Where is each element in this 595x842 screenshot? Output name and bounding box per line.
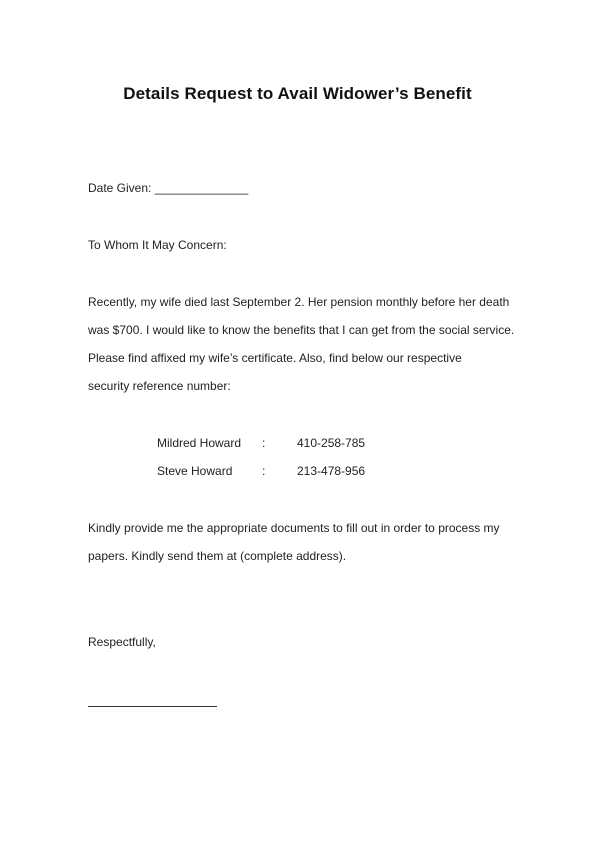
paragraph-1-line-2: was $700. I would like to know the benefits that I can get from the social service. [88, 323, 515, 337]
reference-separator: : [262, 464, 266, 478]
reference-number: 213-478-956 [297, 464, 366, 478]
date-given-line: Date Given: ______________ [88, 181, 249, 195]
reference-name: Mildred Howard [157, 436, 242, 450]
closing: Respectfully, [88, 635, 156, 649]
salutation: To Whom It May Concern: [88, 238, 227, 252]
reference-separator: : [262, 436, 266, 450]
paragraph-1-line-3: Please find affixed my wife’s certificate. Also, find below our respective [88, 351, 462, 365]
reference-number: 410-258-785 [297, 436, 366, 450]
signature-line [88, 706, 217, 707]
paragraph-1-line-4: security reference number: [88, 379, 231, 393]
reference-name: Steve Howard [157, 464, 233, 478]
letter-title: Details Request to Avail Widower’s Benefit [123, 84, 472, 103]
reference-row [0, 436, 595, 452]
reference-row [0, 464, 595, 480]
paragraph-2-line-2: papers. Kindly send them at (complete address). [88, 549, 347, 563]
paragraph-2-line-1: Kindly provide me the appropriate documents to fill out in order to process my [88, 521, 500, 535]
paragraph-1-line-1: Recently, my wife died last September 2. Her pension monthly before her death [88, 295, 510, 309]
